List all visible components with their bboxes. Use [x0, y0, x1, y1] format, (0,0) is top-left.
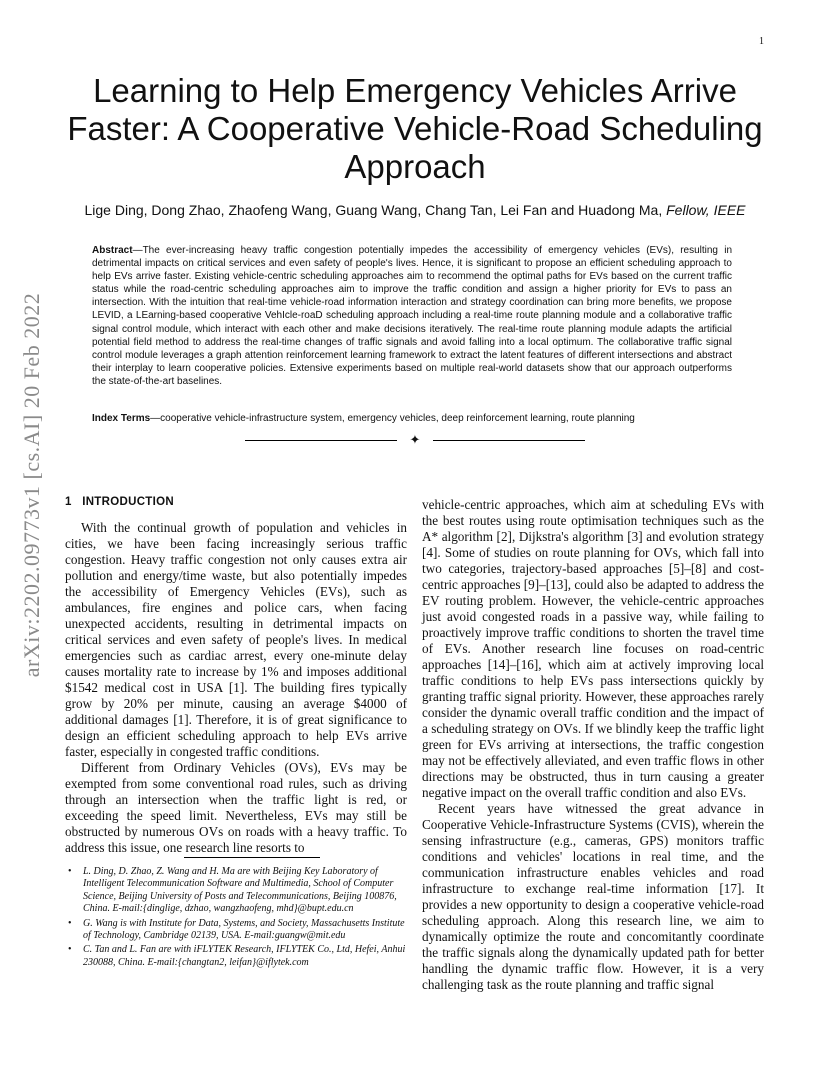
- paper-title: Learning to Help Emergency Vehicles Arrive Faster: A Cooperative Vehicle-Road Scheduling Approach: [67, 72, 763, 185]
- abstract-text: —The ever-increasing heavy traffic congestion potentially impedes the accessibility of emergency vehicles (EVs), resulting in detrimental impacts on critical services and even safety of people's lives. Hence, it is significant to propose an efficient scheduling approach to help EVs arrive faster. Existing vehicle-centric scheduling approaches aim to recommend the optimal paths for EVs based on the current traffic status while the road-centric scheduling approaches aim to improve the traffic condition and assign a higher priority for EVs to pass an intersection. With the intuition that real-time vehicle-road information interaction and strategy coordination can bring more benefits, we propose LEVID, a LEarning-based cooperative VehIcle-roaD scheduling approach including a real-time route planning module and a collaborative traffic signal control module, which interact with each other and make decisions iteratively. The real-time route planning module adapts the artificial potential field method to address the real-time changes of traffic signals and avoid falling into a local optimum. The collaborative traffic signal control module leverages a graph attention reinforcement learning framework to extract the latent features of different intersections and abstract their interplay to learn cooperative policies. Extensive experiments based on multiple real-world datasets show that our approach outperforms the state-of-the-art baselines.: [92, 245, 732, 387]
- abstract-label: Abstract: [92, 245, 133, 256]
- intro-paragraph-3: vehicle-centric approaches, which aim at scheduling EVs with the best routes using route optimisation techniques such as the A* algorithm [2], Dijkstra's algorithm [3] and evolution strategy [4]. Some of studies on route planning for OVs, which fall into two categories, trajectory-based approaches [5]–[8] and cost-centric approaches [9]–[13], could also be adapted to address the EV routing problem. However, the vehicle-centric approaches just avoid congested roads in a passive way, while failing to proactively improve traffic conditions to shorten the travel time of EVs. Another research line focuses on road-centric approaches [14]–[16], which aim at actively improving local traffic conditions to help EVs pass intersections quickly by granting traffic signal priority. However, these approaches rarely consider the dynamic overall traffic condition and the impact of a scheduling strategy on OVs. If we blindly keep the traffic light green for EVs arriving at intersections, the traffic congestion may not be effectively alleviated, and even traffic flows in other directions may be obstructed, thus in turn causing a greater negative impact on the overall traffic condition and also EVs.: [422, 497, 765, 800]
- footnote-affiliation-3: • C. Tan and L. Fan are with iFLYTEK Research, IFLYTEK Co., Ltd, Hefei, Anhui 230088, China. E-mail:{changtan2, leifan}@iflytek.com: [65, 944, 407, 969]
- footnote-rule: [184, 857, 320, 858]
- arxiv-sidebar: [18, 292, 46, 678]
- left-column: [65, 520, 407, 856]
- intro-paragraph-1: With the continual growth of population and vehicles in cities, we have been facing increasingly serious traffic congestion. Heavy traffic congestion not only causes extra air pollution and energy/time waste, but also potentially impedes the accessibility of Emergency Vehicles (EVs), such as ambulances, fire engines and police cars, when facing unexpected accidents, resulting in detrimental impacts on critical services and even safety of people's lives. In medical emergencies such as cardiac arrest, every one-minute delay causes mortality rate to increase by 1% and imposes additional $1542 medical cost in USA [1]. The building fires typically grow by 20% per minute, causing an average $4000 of additional damages [1]. Therefore, it is of great significance to design an efficient scheduling approach to help EVs arrive faster, especially in congested traffic conditions.: [65, 520, 407, 759]
- intro-paragraph-2: Different from Ordinary Vehicles (OVs), EVs may be exempted from some conventional road rules, such as driving through an intersection when the traffic light is red, or exceeding the speed limit. Nevertheless, EVs may still be obstructed by numerous OVs on roads with a heavy traffic. To address this issue, one research line resorts to: [65, 760, 407, 855]
- intro-paragraph-4: Recent years have witnessed the great advance in Cooperative Vehicle-Infrastructure Systems (CVIS), wherein the sensing infrastructure (e.g., cameras, GPS) monitors traffic conditions and vehicles' locations in real time, and the communication infrastructure enables vehicles and road infrastructure to exchange real-time information [17]. It provides a new opportunity to design a cooperative vehicle-road scheduling approach. Along this research line, we aim to dynamically optimize the route and concomitantly coordinate the traffic signals along the dynamically updated path for better handling the dynamic traffic flow. However, it is a very challenging task as the route planning and traffic signal: [422, 801, 764, 992]
- abstract: [92, 244, 732, 388]
- right-column: [422, 497, 764, 993]
- index-terms-label: Index Terms: [92, 413, 151, 424]
- section-heading: [65, 496, 174, 508]
- arxiv-identifier: arXiv:2202.09773v1 [cs.AI] 20 Feb 2022: [19, 292, 44, 678]
- footnotes: [65, 866, 407, 971]
- footnote-affiliation-2: • G. Wang is with Institute for Data, Systems, and Society, Massachusetts Institute of Technology, Cambridge 02139, USA. E-mail:guangw@mit.edu: [65, 918, 407, 943]
- section-number: 1: [65, 496, 72, 508]
- index-terms-text: —cooperative vehicle-infrastructure system, emergency vehicles, deep reinforcement learning, route planning: [150, 413, 635, 424]
- separator-line-left: [245, 440, 397, 441]
- index-terms: [92, 413, 732, 424]
- separator-line-right: [433, 440, 585, 441]
- author-suffix: Fellow, IEEE: [666, 202, 746, 218]
- footnote-affiliation-1: • L. Ding, D. Zhao, Z. Wang and H. Ma are with Beijing Key Laboratory of Intelligent Telecommunication Software and Multimedia, School of Computer Science, Beijing University of Posts and Telecommunications, Beijing 100876, China. E-mail:{dinglige, dzhao, wangzhaofeng, mhd}@bupt.edu.cn: [65, 866, 407, 916]
- diamond-icon: ✦: [409, 432, 421, 447]
- authors: Lige Ding, Dong Zhao, Zhaofeng Wang, Guang Wang, Chang Tan, Lei Fan and Huadong Ma,: [84, 202, 663, 218]
- section-separator: [245, 434, 585, 448]
- page-number: 1: [759, 36, 764, 47]
- author-list: [60, 202, 770, 218]
- section-title: INTRODUCTION: [82, 496, 174, 508]
